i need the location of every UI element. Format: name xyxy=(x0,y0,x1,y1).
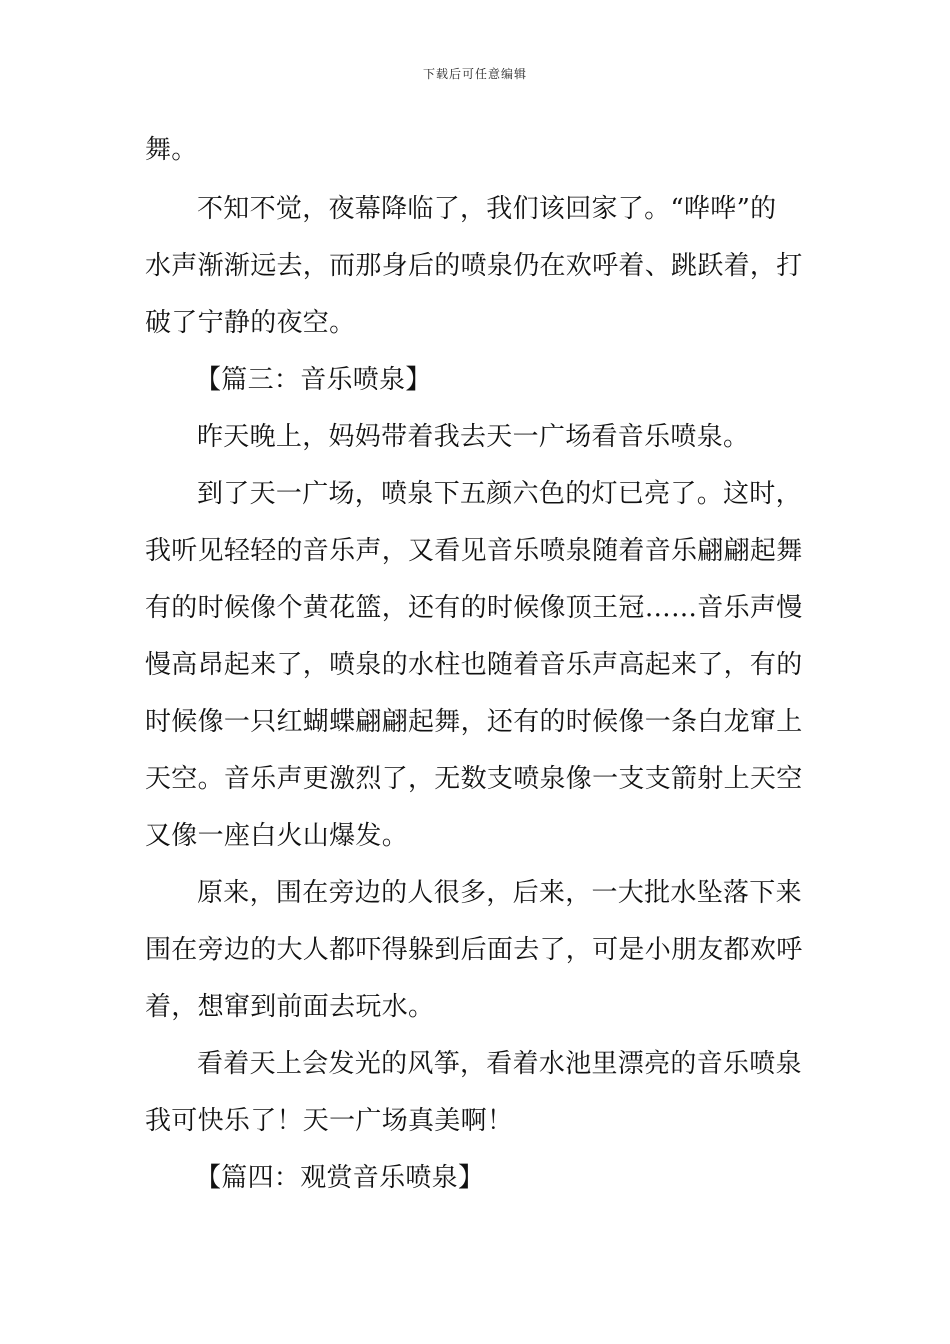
page-header: 下载后可任意编辑 xyxy=(422,67,527,81)
text-line: 天空。音乐声更激烈了，无数支喷泉像一支支箭射上天空 xyxy=(145,764,803,794)
text-line: 慢高昂起来了，喷泉的水柱也随着音乐声高起来了，有的 xyxy=(145,650,803,680)
text-line: 时候像一只红蝴蝶翩翩起舞，还有的时候像一条白龙窜上 xyxy=(145,707,803,737)
text-line: 又像一座白火山爆发。 xyxy=(145,821,409,851)
text-line: 围在旁边的大人都吓得躲到后面去了，可是小朋友都欢呼 xyxy=(145,935,803,965)
text-line: 着，想窜到前面去玩水。 xyxy=(145,992,435,1022)
text-line: 不知不觉，夜幕降临了，我们该回家了。“哗哗”的 xyxy=(197,194,777,224)
text-line: 原来，围在旁边的人很多，后来，一大批水坠落下来 xyxy=(197,878,802,908)
text-line: 到了天一广场，喷泉下五颜六色的灯已亮了。这时， xyxy=(197,479,802,509)
text-line: 我可快乐了！天一广场真美啊！ xyxy=(145,1106,514,1136)
text-line: 看着天上会发光的风筝，看着水池里漂亮的音乐喷泉 xyxy=(197,1049,802,1079)
text-line: 昨天晚上，妈妈带着我去天一广场看音乐喷泉。 xyxy=(197,422,750,452)
section-heading: 【篇四：观赏音乐喷泉】 xyxy=(195,1163,485,1193)
text-line: 破了宁静的夜空。 xyxy=(145,308,356,338)
text-line: 有的时候像个黄花篮，还有的时候像顶王冠……音乐声慢 xyxy=(145,593,803,623)
section-heading: 【篇三：音乐喷泉】 xyxy=(195,365,432,395)
text-line: 舞。 xyxy=(145,135,198,165)
text-line: 我听见轻轻的音乐声，又看见音乐喷泉随着音乐翩翩起舞 xyxy=(145,536,803,566)
text-line: 水声渐渐远去，而那身后的喷泉仍在欢呼着、跳跃着，打 xyxy=(145,251,803,281)
